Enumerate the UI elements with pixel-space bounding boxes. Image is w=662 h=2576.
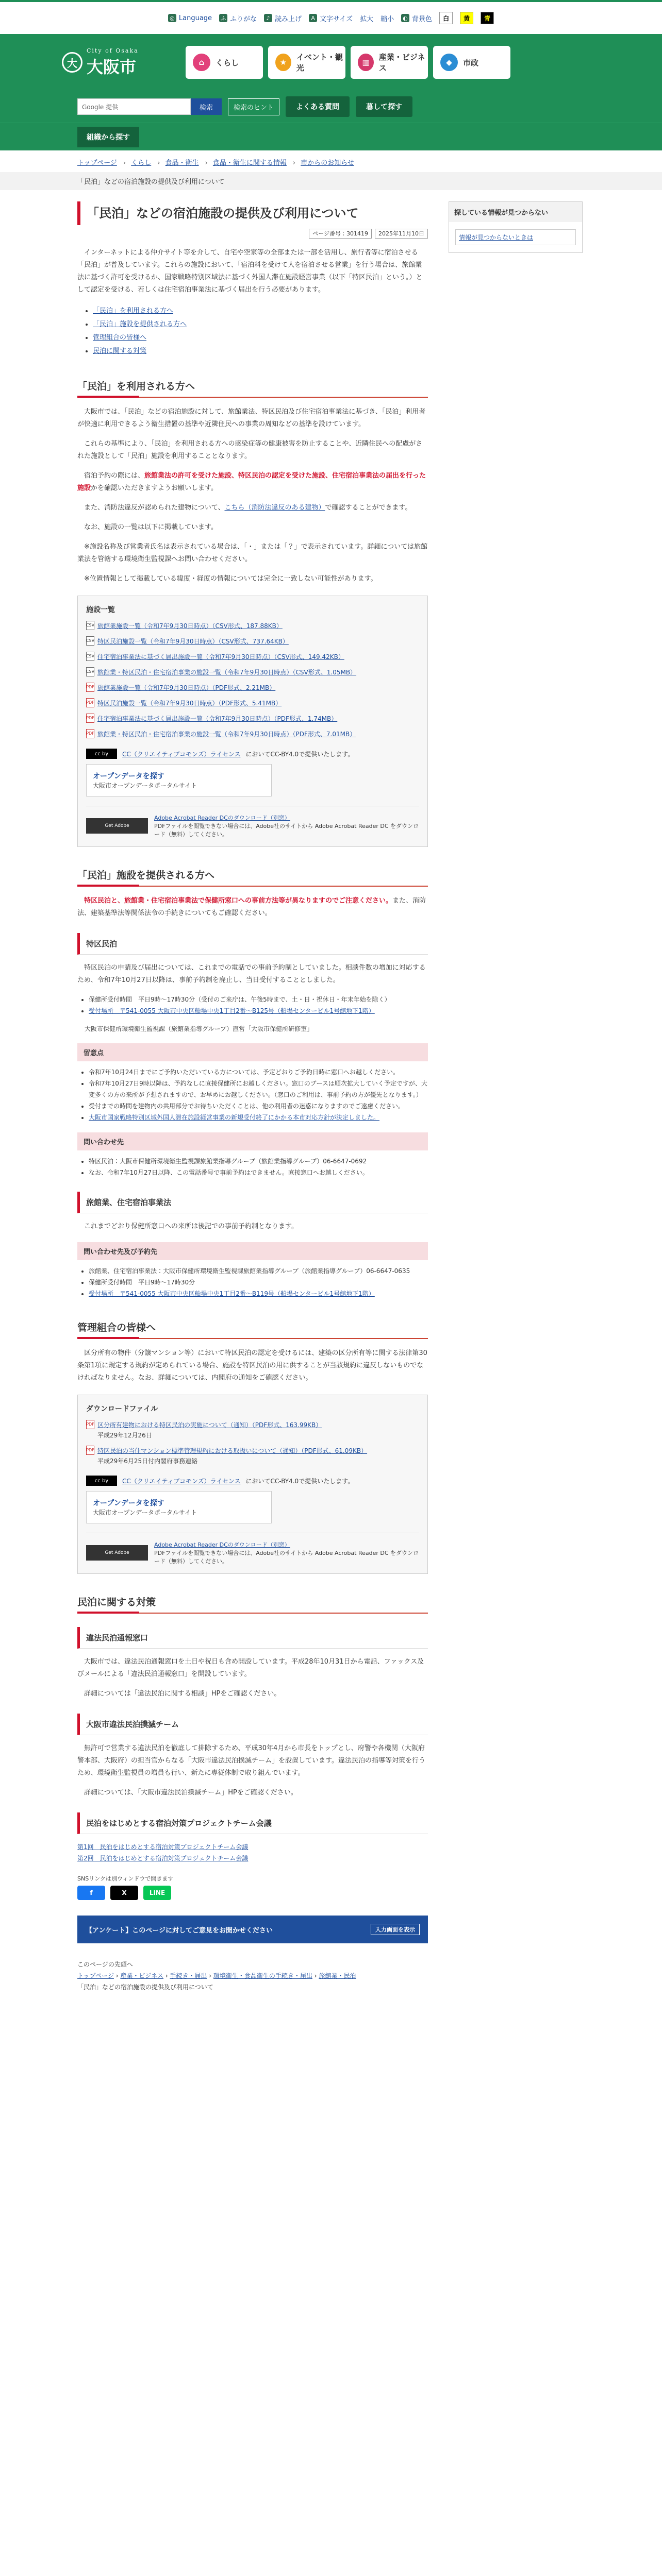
main-content <box>77 201 428 1959</box>
nav-label: 市政 <box>463 58 479 67</box>
bullet-list <box>89 1066 428 1123</box>
breadcrumb-link[interactable]: 食品・衛生 <box>165 159 199 167</box>
section-heading-providers: 「民泊」施設を提供される方へ <box>77 862 428 887</box>
page-id: ページ番号：301419 <box>309 229 372 239</box>
breadcrumb-link[interactable]: 食品・衛生に関する情報 <box>212 159 287 167</box>
text: かを確認いただきますようお願いします。 <box>91 484 218 492</box>
nav-label: くらし <box>216 58 239 67</box>
shrink-label: 縮小 <box>380 15 394 23</box>
file-link[interactable]: 住宅宿泊事業法に基づく届出施設一覧（令和7年9月30日時点）（PDF形式、1.74MB） <box>97 715 338 722</box>
shrink-button[interactable] <box>380 13 394 23</box>
breadcrumb-link[interactable]: 市からのお知らせ <box>301 159 354 167</box>
updated-date: 2025年11月10日 <box>375 229 428 239</box>
facility-list-box <box>77 596 428 847</box>
adobe-reader-note <box>86 1533 419 1565</box>
star-icon: ★ <box>275 54 291 71</box>
paragraph: これらの基準により、「民泊」を利用される方への感染症等の健康被害を防止することや、近隣住民への配慮がされた施設として「民泊」施設を利用することとなります。 <box>77 440 423 460</box>
logo-title: 大阪市 <box>87 57 137 77</box>
help-link[interactable]: 情報が見つからないときは <box>455 229 576 245</box>
adobe-link[interactable]: Adobe Acrobat Reader DCのダウンロード（別窓） <box>154 815 290 821</box>
org-search-button[interactable]: 組織から探す <box>77 127 139 147</box>
list-item <box>77 1853 428 1864</box>
list-item: • 令和7年10月24日までにご予約いただいている方については、予定どおりご予約日時に窓口へお越しください。 <box>89 1066 428 1078</box>
contact-heading: 問い合わせ先 <box>77 1132 428 1150</box>
chevron-right-icon: › <box>123 159 126 167</box>
language-label: Language <box>178 14 212 22</box>
file-date: 平成29年6月25日付内閣府事務連絡 <box>97 1458 198 1465</box>
list-item <box>89 1288 428 1299</box>
box-heading: 施設一覧 <box>86 606 115 614</box>
footer-breadcrumb <box>0 1959 662 1993</box>
pdf-icon: PDF <box>86 714 94 723</box>
facebook-share-button[interactable]: f <box>77 1886 105 1900</box>
emphasis-text: 旅館業法の許可を受けた施設、特区民泊の認定を受けた施設、住宅宿泊事業法の届出を行った施設 <box>77 472 426 492</box>
pdf-icon: PDF <box>86 1446 94 1455</box>
help-body <box>449 222 582 252</box>
list-item <box>86 636 419 647</box>
paragraph: これまでどおり保健所窓口への来所は後記での事前予約制となります。 <box>84 1223 298 1230</box>
share-buttons <box>77 1886 428 1900</box>
open-data-button[interactable] <box>86 1491 272 1523</box>
search-hint-link[interactable]: 検索のヒント <box>228 98 279 115</box>
language-link[interactable] <box>168 14 212 22</box>
survey-banner[interactable] <box>77 1916 428 1943</box>
file-link[interactable]: 旅館業施設一覧（令和7年9月30日時点）（PDF形式、2.21MB） <box>97 684 276 691</box>
chevron-right-icon: › <box>157 159 160 167</box>
breadcrumb-link[interactable]: 手続き・届出 <box>170 1972 207 1979</box>
nav-label: イベント・観光 <box>296 53 343 73</box>
list-item <box>86 1420 419 1440</box>
toc-item <box>93 331 428 345</box>
file-link[interactable]: 特区民泊施設一覧（令和7年9月30日時点）（PDF形式、5.41MB） <box>97 700 282 707</box>
utility-bar <box>0 2 662 34</box>
breadcrumb-current: 「民泊」などの宿泊施設の提供及び利用について <box>77 1984 213 1991</box>
nav-label: 産業・ビジネス <box>378 53 425 73</box>
read-aloud-link[interactable] <box>264 13 302 23</box>
cc-license <box>86 749 419 759</box>
chevron-right-icon: › <box>205 159 208 167</box>
nav-event[interactable] <box>268 46 345 79</box>
open-data-title: オープンデータを探す <box>93 1499 164 1507</box>
globe-icon: ◎ <box>168 14 176 22</box>
furigana-link[interactable] <box>219 13 257 23</box>
page-title: 「民泊」などの宿泊施設の提供及び利用について <box>77 201 428 225</box>
file-link[interactable]: 特区民泊施設一覧（令和7年9月30日時点）（CSV形式、737.64KB） <box>97 638 289 645</box>
browse-button[interactable]: 暮して探す <box>356 96 412 117</box>
color-blue-button[interactable]: 青 <box>481 12 494 24</box>
list-item <box>86 683 419 693</box>
search-button[interactable]: 検索 <box>191 98 222 115</box>
text: また、消防法、建築基準法等関係法令の手続きについてもご確認ください。 <box>77 897 426 917</box>
chevron-right-icon: › <box>292 159 296 167</box>
open-data-title: オープンデータを探す <box>93 772 164 781</box>
paragraph: 詳細については「違法民泊に関する相談」HPをご確認ください。 <box>84 1690 281 1698</box>
download-box <box>77 1395 428 1574</box>
list-item <box>86 652 419 662</box>
search-input[interactable]: Google 提供 <box>77 98 191 115</box>
cc-link[interactable]: CC（クリエイティブコモンズ）ライセンス <box>122 1477 241 1485</box>
csv-icon: CSV <box>86 652 94 661</box>
intro-text: インターネットによる仲介サイト等を介して、自宅や空家等の全部または一部を活用し、旅行者等に宿泊させる「民泊」が普及しています。これらの施設において、「宿泊料を受けて人を宿泊させる営業」を行う場合は、旅館業法に基づく許可を受けるか、国家戦略特別区域法に基づく外国人滞在施設経営事業（以下「特区民泊」という。）として認定を受ける、若しくは住宅宿泊事業法に基づく届出を行う必要があります。 <box>77 249 423 294</box>
sidebar <box>449 201 583 1959</box>
bullet-list <box>89 1265 428 1299</box>
list-item <box>86 1446 419 1466</box>
list-item: • 特区民泊：大阪市保健所環境衛生監視課旅館業指導グループ（旅館業指導グループ）06-6647-0692 <box>89 1156 428 1167</box>
breadcrumb-current: 「民泊」などの宿泊施設の提供及び利用について <box>0 172 662 190</box>
paragraph: 無許可で営業する違法民泊を徹底して排除するため、平成30年4月から市長をトップとし、府警や各機関（大阪府警本部、大阪府）の担当官からなる「大阪市違法民泊撲滅チーム」を設置しています。違法民泊の指導等対策を行うため、環境衛生監視員の増員も行い、新たに専従体制で取り組んでいます。 <box>77 1744 425 1777</box>
speaker-icon: ♪ <box>264 14 272 22</box>
file-date: 平成29年12月26日 <box>97 1432 152 1439</box>
address-link[interactable]: 受付場所 〒541-0055 大阪市中央区船場中央1丁目2番〜B119号（船場センタービル1号館地下1階） <box>89 1290 375 1297</box>
subheading-ryokan: 旅館業、住宅宿泊事業法 <box>77 1192 428 1213</box>
help-box <box>449 201 583 253</box>
address-link[interactable]: 受付場所 〒541-0055 大阪市中央区船場中央1丁目2番〜B125号（船場センタービル1号館地下1階） <box>89 1007 375 1014</box>
zoom-label: 拡大 <box>360 15 374 23</box>
paragraph: ※施設名称及び営業者氏名は表示されている場合は、「・」または「？」で表示されています。詳細については旅館業法を管轄する環境衛生監視課へお問い合わせください。 <box>77 543 428 563</box>
search-form <box>77 98 222 115</box>
subheading-tokku: 特区民泊 <box>77 933 428 955</box>
paragraph: 詳細については、「大阪市違法民泊撲滅チーム」HPをご確認ください。 <box>84 1789 297 1797</box>
text-size-icon: A <box>309 14 317 22</box>
text: 宿泊予約の際には、 <box>84 472 145 480</box>
csv-icon: CSV <box>86 621 94 630</box>
breadcrumb-link[interactable]: くらし <box>131 159 152 167</box>
x-share-button[interactable]: X <box>110 1886 138 1900</box>
breadcrumb-link[interactable]: 旅館業・民泊 <box>319 1972 356 1979</box>
logo-subtitle: City of Osaka <box>87 47 139 54</box>
footer-crumbs: このページの先頭へ トップページ › 産業・ビジネス › 手続き・届出 › 環境衛生・食品衛生の手続き・届出 › 旅館業・民泊 「民泊」などの宿泊施設の提供及び利用について <box>77 1959 585 1993</box>
csv-icon: CSV <box>86 667 94 676</box>
open-data-button[interactable] <box>86 764 272 796</box>
list-item: • 保健所受付時間 平日9時〜17時30分（受付のご来庁は、午後5時まで、土・日・祝休日・年末年始を除く） <box>89 994 428 1005</box>
pdf-icon: PDF <box>86 683 94 692</box>
list-item <box>86 667 419 677</box>
list-item <box>89 1005 428 1016</box>
subheading-project: 民泊をはじめとする宿泊対策プロジェクトチーム会議 <box>77 1812 428 1834</box>
cc-badge-icon: cc by <box>86 1476 117 1486</box>
adobe-note-text: PDFファイルを閲覧できない場合には、Adobe社のサイトから Adobe Acrobat Reader DC をダウンロード（無料）してください。 <box>154 823 419 838</box>
section-heading-measures: 民泊に関する対策 <box>77 1589 428 1614</box>
pdf-icon: PDF <box>86 729 94 738</box>
content-area <box>0 190 662 1959</box>
meeting-links <box>77 1841 428 1864</box>
list-item: • 保健所受付時間 平日9時〜17時30分 <box>89 1277 428 1288</box>
cc-badge-icon: cc by <box>86 749 117 759</box>
list-item <box>86 729 419 739</box>
contact-heading: 問い合わせ先及び予約先 <box>77 1242 428 1260</box>
cc-text: においてCC-BY4.0で提供いたします。 <box>245 750 354 758</box>
cc-link[interactable]: CC（クリエイティブコモンズ）ライセンス <box>122 750 241 758</box>
list-item: • なお、令和7年10月27日以降、この電話番号で事前予約はできません。直接窓口へお越しください。 <box>89 1167 428 1178</box>
list-item: • 令和7年10月27日9時以降は、予約なしに直接保健所にお越しください。窓口のブースは順次拡大していく予定ですが、大変多くの方の来所が予想されますので、お早めにお越しください。（窓口のご利用は、事前予約の方が優先となります。） <box>89 1078 428 1100</box>
file-link[interactable]: 旅館業・特区民泊・住宅宿泊事業の施設一覧（令和7年9月30日時点）（CSV形式、1.05MB） <box>97 669 357 676</box>
line-share-button[interactable]: LINE <box>143 1886 171 1900</box>
toc-item <box>93 304 428 318</box>
furigana-icon: ふ <box>219 14 227 22</box>
list-item <box>86 621 419 631</box>
page-top-link[interactable]: このページの先頭へ <box>77 1961 133 1968</box>
open-data-subtitle: 大阪市オープンデータポータルサイト <box>93 782 197 789</box>
page-meta <box>77 229 428 238</box>
toc-link[interactable]: 「民泊」を利用される方へ <box>93 307 174 315</box>
note-text: 大阪市保健所環境衛生監視課（旅館業指導グループ）直営「大阪市保健所研修室」 <box>85 1025 313 1032</box>
list-item <box>77 1841 428 1853</box>
adobe-badge-icon: Get Adobe <box>86 1545 148 1561</box>
breadcrumb-link[interactable]: 産業・ビジネス <box>120 1972 164 1979</box>
read-aloud-label: 読み上げ <box>275 15 302 23</box>
list-item <box>89 1112 428 1123</box>
nav-kurashi[interactable] <box>186 46 263 79</box>
org-bar <box>0 123 662 150</box>
file-list <box>86 1420 419 1466</box>
building-icon: ▥ <box>358 54 374 71</box>
file-link[interactable]: 特区民泊の当住マンション標準管理規約における取扱いについて（通知）（PDF形式、61.09KB） <box>97 1447 368 1454</box>
file-link[interactable]: 住宅宿泊事業法に基づく届出施設一覧（令和7年9月30日時点）（CSV形式、149.42KB） <box>97 653 344 660</box>
bg-color-text: 背景色 <box>412 15 433 23</box>
paragraph: 特区民泊の申請及び届出については、これまでの電話での事前予約制としていました。相談件数の増加に対応するため、令和7年10月27日以降は、事前予約制を廃止し、当日受付することとしました。 <box>77 964 426 984</box>
survey-label: 【アンケート】このページに対してご意見をお聞かせください <box>86 1926 273 1935</box>
cc-license <box>86 1476 419 1486</box>
house-icon: ⌂ <box>193 54 210 71</box>
subheading-report: 違法民泊通報窓口 <box>77 1627 428 1649</box>
share-note: SNSリンクは別ウィンドウで開きます <box>77 1875 174 1882</box>
paragraph: ※位置情報として掲載している緯度・経度の情報については完全に一致しない可能性があります。 <box>84 575 377 583</box>
file-link[interactable]: 旅館業施設一覧（令和7年9月30日時点）（CSV形式、187.88KB） <box>97 622 283 630</box>
paragraph: 大阪市では、「民泊」などの宿泊施設に対して、旅館業法、特区民泊及び住宅宿泊事業法に基づき、「民泊」利用者が快適に利用できるよう衛生措置の基準や近隣住民への事業の周知などの基準を設けています。 <box>77 408 426 428</box>
section-heading-users: 「民泊」を利用される方へ <box>77 374 428 398</box>
site-header <box>0 34 662 91</box>
color-white-button[interactable]: 白 <box>439 12 453 24</box>
text: また、消防法違反が認められた建物について、 <box>84 504 225 512</box>
breadcrumb-link[interactable]: トップページ <box>77 159 117 167</box>
box-heading: ダウンロードファイル <box>86 1405 158 1413</box>
color-yellow-button[interactable]: 黄 <box>460 12 473 24</box>
breadcrumb <box>0 150 662 172</box>
city-hall-icon: ◆ <box>440 54 458 71</box>
site-logo[interactable] <box>62 47 175 78</box>
meeting-link[interactable]: 第1回 民泊をはじめとする宿泊対策プロジェクトチーム会議 <box>77 1843 249 1851</box>
list-item: • 受付までの時間を建物内の共用部分でお待ちいただくことは、他の利用者の迷惑になりますのでご遠慮ください。 <box>89 1100 428 1112</box>
toc-link[interactable]: 「民泊」施設を提供される方へ <box>93 320 187 328</box>
meeting-link[interactable]: 第2回 民泊をはじめとする宿泊対策プロジェクトチーム会議 <box>77 1855 249 1862</box>
adobe-note-text: PDFファイルを閲覧できない場合には、Adobe社のサイトから Adobe Acrobat Reader DC をダウンロード（無料）してください。 <box>154 1550 419 1565</box>
file-list <box>86 621 419 739</box>
paragraph <box>77 470 428 495</box>
font-size-label <box>309 13 353 23</box>
nav-business[interactable] <box>351 46 428 79</box>
breadcrumb-link[interactable]: トップページ <box>77 1972 114 1979</box>
pdf-icon: PDF <box>86 698 94 707</box>
paragraph: 区分所有の物件（分譲マンション等）において特区民泊の認定を受けるには、建築の区分所有等に関する法律第30条第1項に規定する規約が定められている場合、施設を特区民泊の用に供することが当該規約に違反しないものでなければなりません。なお、詳細については、内閣府の通知をご確認ください。 <box>77 1349 427 1382</box>
toc-item <box>93 345 428 358</box>
global-nav <box>186 46 510 79</box>
csv-icon: CSV <box>86 636 94 646</box>
list-item <box>86 714 419 724</box>
subheading-team: 大阪市違法民泊撲滅チーム <box>77 1714 428 1735</box>
list-item: • 旅館業、住宅宿泊事業法：大阪市保健所環境衛生監視課旅館業指導グループ（旅館業指導グループ）06-6647-0635 <box>89 1265 428 1277</box>
section-heading-management: 管理組合の皆様へ <box>77 1315 428 1339</box>
table-of-contents <box>93 304 428 358</box>
cc-text: においてCC-BY4.0で提供いたします。 <box>245 1477 354 1485</box>
adobe-badge-icon: Get Adobe <box>86 818 148 834</box>
font-size-text: 文字サイズ <box>320 15 353 23</box>
palette-icon: ◐ <box>401 14 409 22</box>
zoom-button[interactable] <box>360 13 373 23</box>
breadcrumb-link[interactable]: 環境衛生・食品衛生の手続き・届出 <box>213 1972 312 1979</box>
adobe-link[interactable]: Adobe Acrobat Reader DCのダウンロード（別窓） <box>154 1541 290 1548</box>
text: で確認することができます。 <box>325 504 412 512</box>
toc-link[interactable]: 管理組合の皆様へ <box>93 334 147 342</box>
survey-tag: 入力画面を表示 <box>371 1924 420 1935</box>
paragraph <box>77 895 428 920</box>
adobe-reader-note <box>86 806 419 838</box>
paragraph: なお、施設の一覧は以下に掲載しています。 <box>84 523 218 531</box>
toc-link[interactable]: 民泊に関する対策 <box>93 347 147 355</box>
city-emblem-icon: 大 <box>62 52 82 73</box>
fire-violation-link[interactable]: こちら（消防法違反のある建物） <box>224 504 325 512</box>
search-bar <box>0 91 662 123</box>
emphasis-text: 特区民泊と、旅館業・住宅宿泊事業法で保健所窓口への事前方法等が異なりますのでご注意ください。 <box>84 897 393 905</box>
help-title: 探している情報が見つからない <box>449 202 582 222</box>
open-data-subtitle: 大阪市オープンデータポータルサイト <box>93 1509 197 1516</box>
bullet-list <box>89 994 428 1016</box>
paragraph: 大阪市では、違法民泊通報窓口を土日や祝日も含め開設しています。平成28年10月31日から電話、ファックス及びメールによる「違法民泊通報窓口」を開設しています。 <box>77 1658 424 1678</box>
bg-color-label <box>401 13 432 23</box>
list-item <box>86 698 419 708</box>
caution-heading: 留意点 <box>77 1043 428 1061</box>
file-link[interactable]: 区分所有建物における特区民泊の実施について（通知）（PDF形式、163.99KB） <box>97 1421 322 1429</box>
bullet-list <box>89 1156 428 1178</box>
pdf-icon: PDF <box>86 1420 94 1429</box>
file-link[interactable]: 旅館業・特区民泊・住宅宿泊事業の施設一覧（令和7年9月30日時点）（PDF形式、7.01MB） <box>97 731 356 738</box>
policy-link[interactable]: 大阪市国家戦略特別区域外国人滞在施設経営事業の新規受付終了にかかる本市対応方針が決定しました。 <box>89 1114 380 1121</box>
faq-button[interactable]: よくある質問 <box>286 96 350 117</box>
toc-item <box>93 318 428 331</box>
nav-shisei[interactable] <box>433 46 510 79</box>
paragraph <box>77 502 428 514</box>
furigana-label: ふりがな <box>230 15 257 23</box>
